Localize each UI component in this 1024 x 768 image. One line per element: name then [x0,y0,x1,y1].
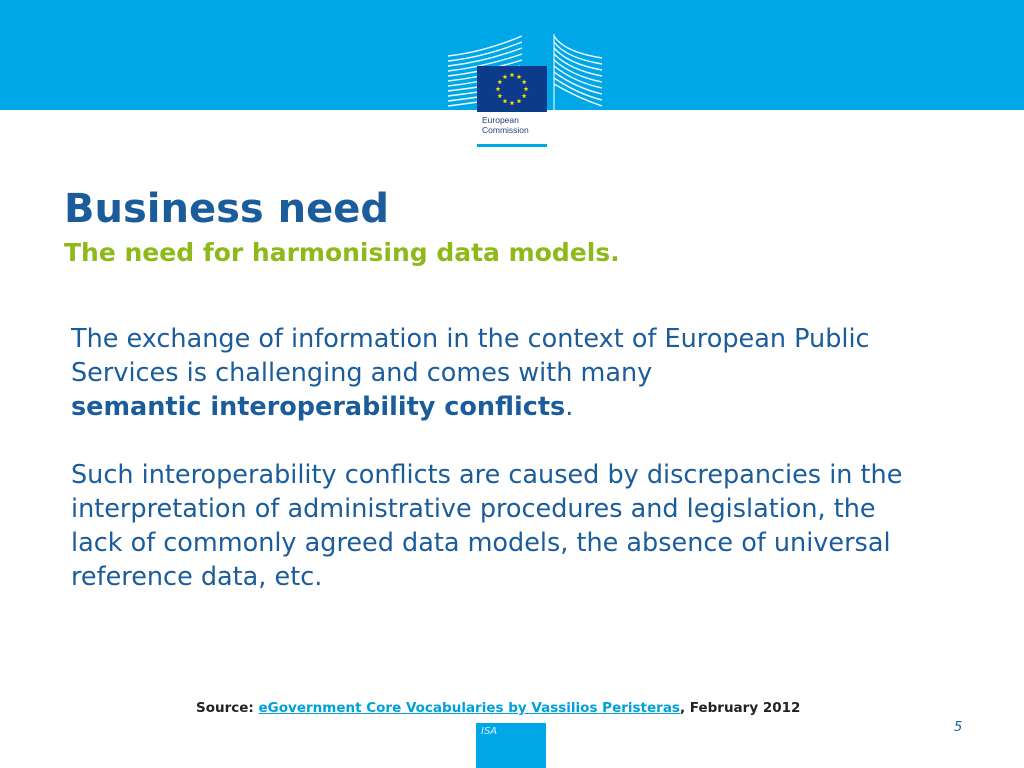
logo-text-line1: European [482,115,519,125]
eu-star-icon [497,93,502,98]
eu-star-icon [496,86,501,91]
page-number: 5 [954,720,963,735]
logo-text [482,115,546,135]
slide-subtitle: The need for harmonising data models. [64,238,620,267]
slide-body [71,322,931,594]
eu-star-icon [510,100,515,105]
logo-text-line2: Commission [482,125,529,135]
eu-star-icon [510,72,515,77]
isa-badge [476,723,546,768]
paragraph-1-end: . [565,392,574,422]
source-label: Source: [196,700,254,716]
logo [477,66,547,147]
eu-star-icon [522,79,527,84]
paragraph-1-emphasis: semantic interoperability conflicts [71,392,566,422]
eu-star-icon [503,74,508,79]
eu-star-icon [503,99,508,104]
eu-star-icon [522,93,527,98]
eu-flag-icon [477,66,547,112]
source-citation [196,700,896,716]
slide-title: Business need [64,186,389,232]
eu-star-icon [517,99,522,104]
isa-label: ISA [481,726,498,737]
eu-star-icon [497,79,502,84]
source-rest: , February 2012 [679,700,801,716]
paragraph-2: Such interoperability conflicts are caused by discrepancies in the interpretation of administrative procedures and legislation, the lack of commonly agreed data models, the absence of universal reference data, etc. [71,460,903,592]
source-link[interactable]: eGovernment Core Vocabularies by Vassilios Peristeras [258,700,680,716]
paragraph-1 [71,322,931,424]
eu-star-icon [524,86,529,91]
eu-star-icon [517,74,522,79]
paragraph-1-text: The exchange of information in the context of European Public Services is challenging and comes with many [71,324,870,388]
